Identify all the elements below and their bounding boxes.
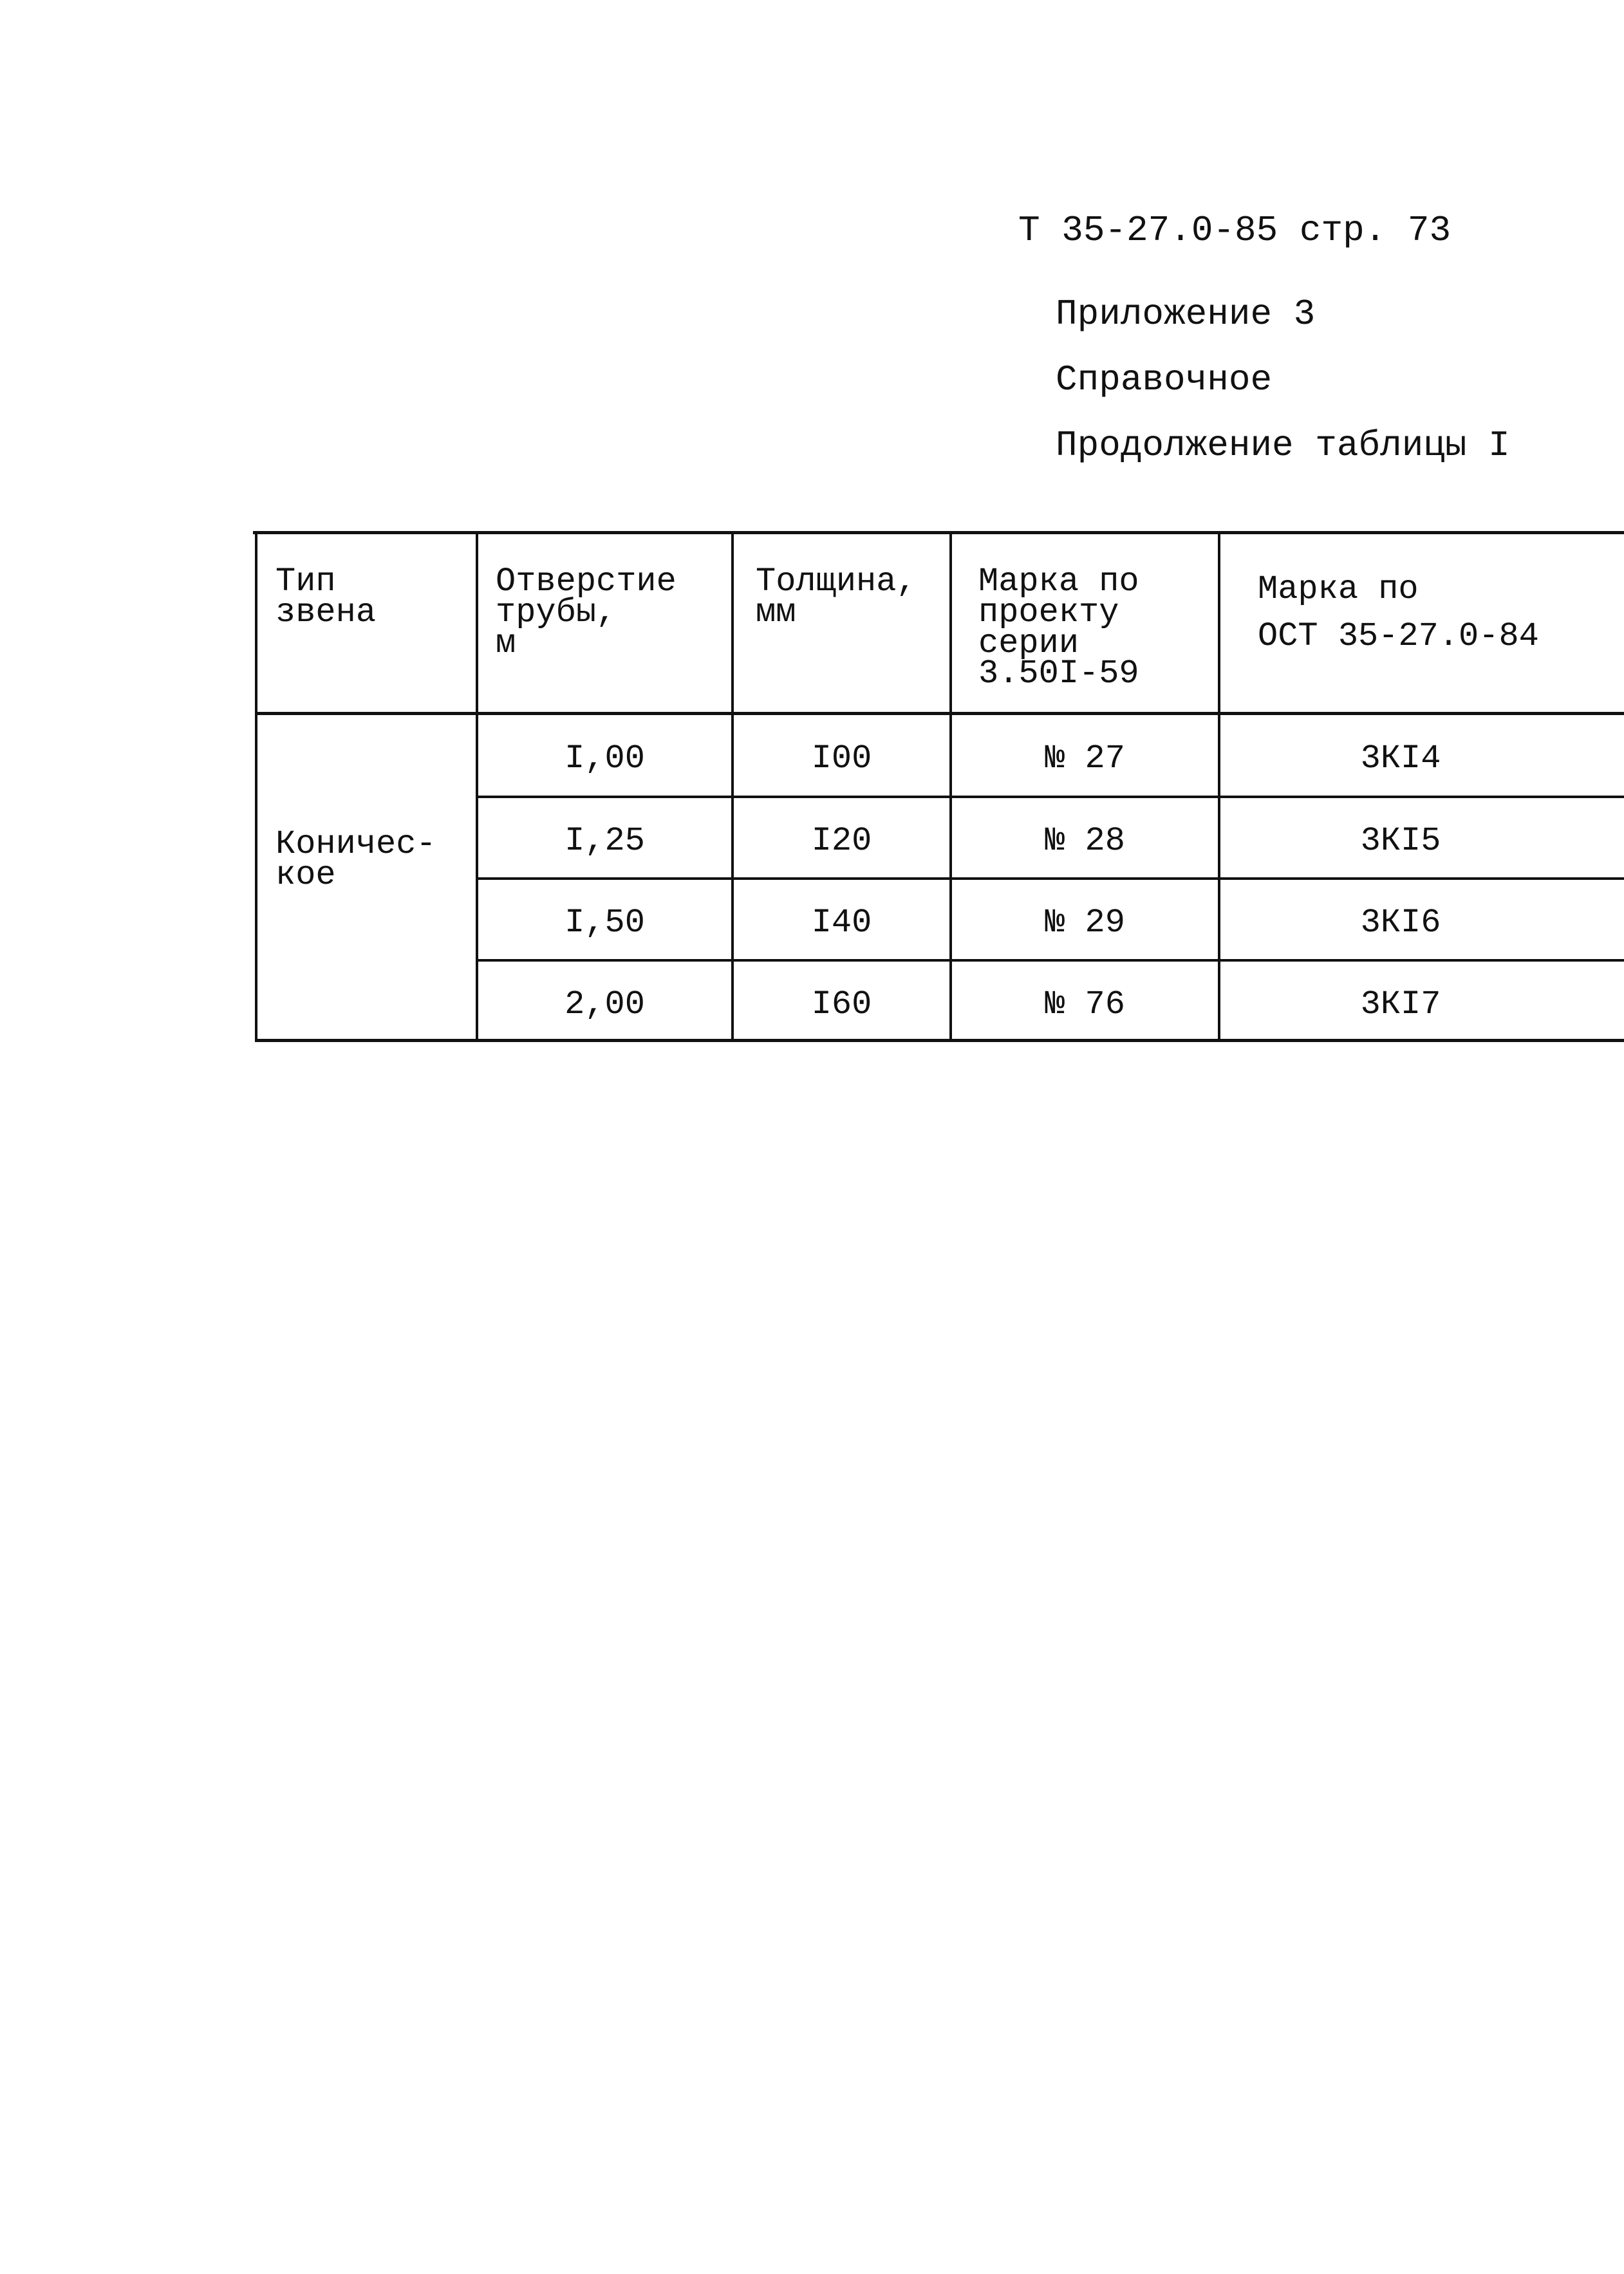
pipe-opening-cell: 2,00 — [565, 985, 645, 1023]
row-divider — [477, 877, 1624, 880]
pipe-opening-cell: I,25 — [565, 822, 645, 860]
table-continuation-label: Продолжение таблицы I — [1056, 425, 1510, 466]
table-bottom-border — [255, 1039, 1624, 1042]
thickness-cell: I00 — [811, 740, 872, 778]
series-mark-cell: № 29 — [1045, 904, 1125, 942]
doc-code: Т 35-27.0-85 стр. 73 — [1018, 210, 1451, 251]
ost-mark-cell: 3КI5 — [1360, 822, 1441, 860]
header-bottom-border — [256, 712, 1624, 715]
column-divider — [949, 531, 952, 1042]
thickness-cell: I40 — [811, 904, 872, 942]
column-divider — [1218, 531, 1220, 1042]
link-type-conical: Коничес- кое — [275, 825, 436, 894]
row-divider — [477, 796, 1624, 798]
table-left-border — [255, 531, 257, 1042]
series-mark-cell: № 28 — [1045, 822, 1125, 860]
reference-note: Справочное — [1056, 359, 1273, 400]
series-mark-cell: № 27 — [1045, 740, 1125, 778]
ost-mark-cell: 3КI6 — [1360, 904, 1441, 942]
table-top-border — [253, 531, 1624, 534]
pipe-opening-cell: I,00 — [565, 740, 645, 778]
header-pipe-opening: Отверстие трубы, м — [496, 563, 677, 662]
ost-mark-cell: 3КI4 — [1360, 740, 1441, 778]
column-divider — [731, 531, 734, 1042]
series-mark-cell: № 76 — [1045, 985, 1125, 1023]
pipe-link-table — [0, 0, 1624, 1094]
header-series-mark: Марка по проекту серии 3.50I-59 — [978, 563, 1139, 693]
header-ost-mark: Марка по ОСТ 35-27.0-84 — [1258, 570, 1539, 655]
column-divider — [476, 531, 478, 1042]
header-thickness: Толщина, мм — [756, 563, 917, 631]
thickness-cell: I20 — [811, 822, 872, 860]
thickness-cell: I60 — [811, 985, 872, 1023]
appendix-label: Приложение 3 — [1056, 294, 1316, 335]
pipe-opening-cell: I,50 — [565, 904, 645, 942]
row-divider — [477, 959, 1624, 962]
header-link-type: Тип звена — [275, 563, 377, 631]
ost-mark-cell: 3КI7 — [1360, 985, 1441, 1023]
